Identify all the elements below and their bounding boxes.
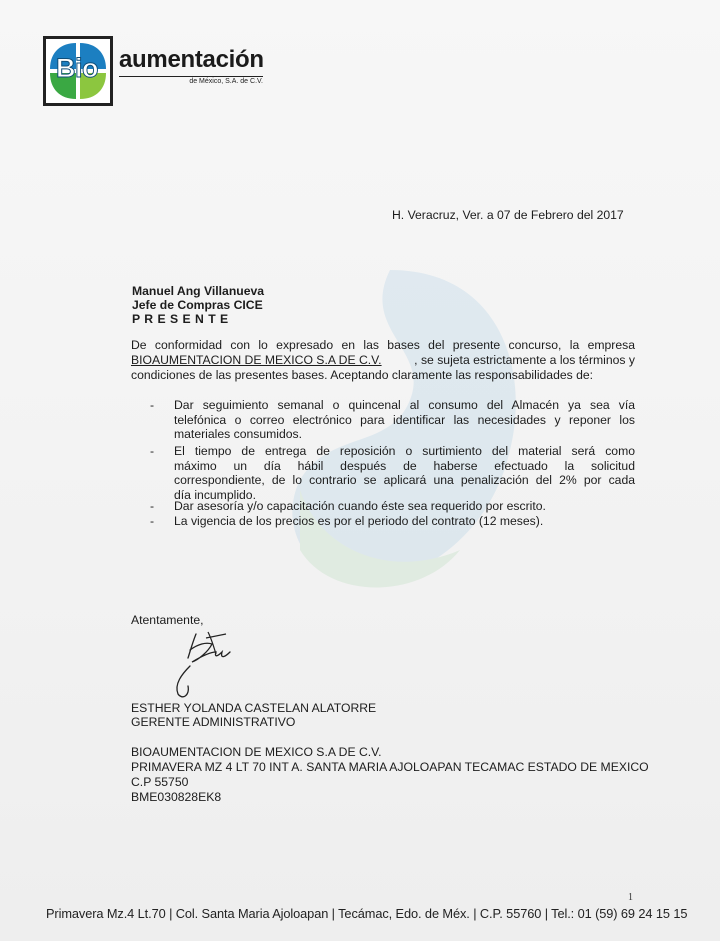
list-item-line: El tiempo de entrega de reposición o surtimiento del material será como (174, 444, 635, 458)
list-item-line: Dar asesoría y/o capacitación cuando éste sea requerido por escrito. (174, 499, 546, 513)
list-item-line: Dar seguimiento semanal o quincenal al consumo del Almacén ya sea vía (174, 398, 635, 412)
logo-rule (119, 76, 189, 77)
list-item-line: máximo un día hábil después de haberse efectuado la solicitud (174, 458, 635, 473)
signer-role: GERENTE ADMINISTRATIVO (131, 715, 296, 729)
company-block-line-4: BME030828EK8 (131, 790, 222, 804)
list-item-line: La vigencia de los precios es por el periodo del contrato (12 meses). (174, 514, 544, 528)
list-item-line: telefónica o correo electrónico para identificar las necesidades y reponer los (174, 412, 635, 427)
list-item-line: día incumplido. (174, 487, 256, 502)
page-number: 1 (628, 892, 633, 903)
list-bullet: - (150, 499, 155, 513)
company-name-underlined: BIOAUMENTACION DE MEXICO S.A DE C.V. (131, 353, 382, 367)
closing: Atentamente, (131, 613, 204, 627)
recipient-title: Jefe de Compras CICE (132, 298, 263, 312)
date-line: H. Veracruz, Ver. a 07 de Febrero del 2017 (392, 208, 624, 222)
list-item-line: materiales consumidos. (174, 427, 303, 442)
signer-name: ESTHER YOLANDA CASTELAN ALATORRE (131, 701, 377, 715)
list-bullet: - (150, 398, 155, 412)
list-bullet: - (150, 444, 155, 458)
company-block-line-1: BIOAUMENTACION DE MEXICO S.A DE C.V. (131, 745, 382, 759)
list-bullet: - (150, 514, 155, 528)
intro-line-2 (131, 353, 635, 368)
intro-line-1: De conformidad con lo expresado en las bases del presente concurso, la empresa (131, 338, 635, 352)
handwritten-signature (168, 622, 248, 702)
logo-mark-text: Bio (56, 53, 98, 83)
company-logo (43, 36, 267, 108)
logo-wordmark: aumentación (119, 46, 264, 73)
logo-subtitle: de México, S.A. de C.V. (189, 78, 263, 85)
intro-line-3: condiciones de las presentes bases. Aceptando claramente las responsabilidades de: (131, 368, 594, 382)
recipient-presente: P R E S E N T E (132, 312, 229, 326)
list-item-line: correspondiente, de lo contrario se aplicará una penalización del 2% por cada (174, 473, 635, 488)
company-block-line-2: PRIMAVERA MZ 4 LT 70 INT A. SANTA MARIA AJOLOAPAN TECAMAC ESTADO DE MEXICO (131, 760, 649, 774)
company-block-line-3: C.P 55750 (131, 775, 189, 789)
recipient-name: Manuel Ang Villanueva (132, 284, 265, 298)
intro-line-2-rest: , se sujeta estrictamente a los términos y (414, 353, 635, 367)
footer-address: Primavera Mz.4 Lt.70 | Col. Santa Maria Ajoloapan | Tecámac, Edo. de Méx. | C.P. 55760 | Tel.: 01 (59) 69 24 15 15 (46, 906, 688, 921)
logo-mark (43, 36, 113, 106)
